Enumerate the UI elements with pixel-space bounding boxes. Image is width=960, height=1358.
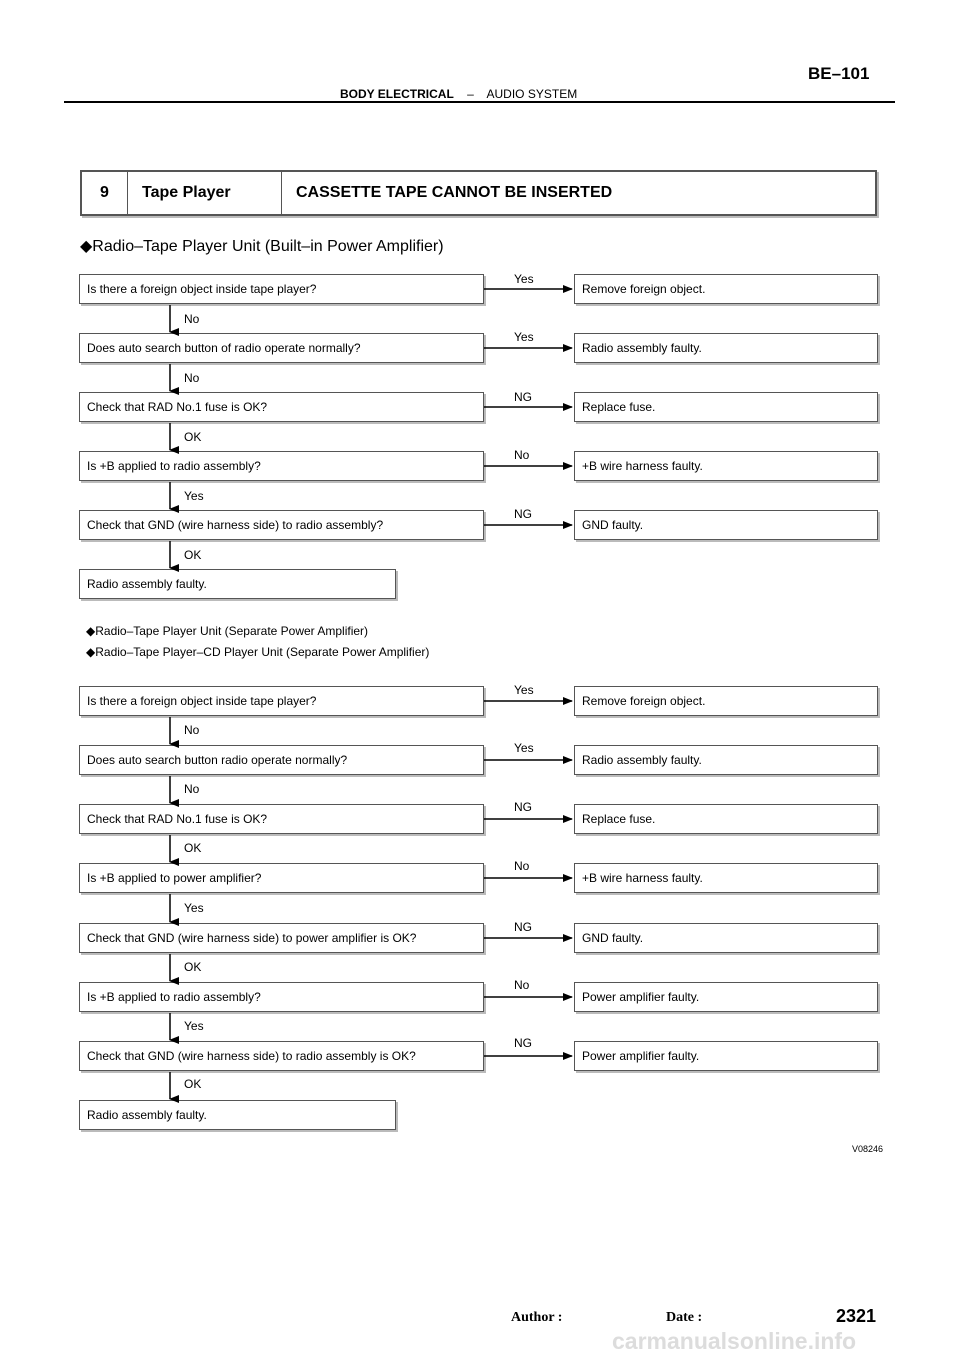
s1-b4: No: [514, 448, 530, 462]
s1-n1: No: [184, 312, 200, 326]
s2-b4: No: [514, 859, 530, 873]
s2-q7: Check that GND (wire harness side) to radio assembly is OK?: [79, 1041, 484, 1071]
s2-n1: No: [184, 723, 200, 737]
s1-final: Radio assembly faulty.: [79, 569, 396, 599]
s1-b5: NG: [514, 507, 532, 521]
s2-b3: NG: [514, 800, 532, 814]
s2-n4: Yes: [184, 901, 204, 915]
header-dash: –: [467, 87, 474, 101]
s2-r4: +B wire harness faulty.: [574, 863, 878, 893]
subsection-name: AUDIO SYSTEM: [486, 87, 578, 101]
s2-final: Radio assembly faulty.: [79, 1100, 396, 1130]
s2-q2: Does auto search button radio operate normally?: [79, 745, 484, 775]
title-symptom: CASSETTE TAPE CANNOT BE INSERTED: [296, 184, 613, 201]
s1-q5: Check that GND (wire harness side) to radio assembly?: [79, 510, 484, 540]
s1-r3: Replace fuse.: [574, 392, 878, 422]
s2-b5: NG: [514, 920, 532, 934]
s1-r5: GND faulty.: [574, 510, 878, 540]
s2-q1: Is there a foreign object inside tape player?: [79, 686, 484, 716]
s2-q3: Check that RAD No.1 fuse is OK?: [79, 804, 484, 834]
s2-n3: OK: [184, 841, 202, 855]
s2-n6: Yes: [184, 1019, 204, 1033]
s1-q4: Is +B applied to radio assembly?: [79, 451, 484, 481]
s1-n4: Yes: [184, 489, 204, 503]
s2-b2: Yes: [514, 741, 534, 755]
s2-r1: Remove foreign object.: [574, 686, 878, 716]
figure-id: V08246: [852, 1144, 884, 1154]
s2-b6: No: [514, 978, 530, 992]
section2-heading2: ◆Radio–Tape Player–CD Player Unit (Separate Power Amplifier): [86, 645, 430, 659]
s1-r2: Radio assembly faulty.: [574, 333, 878, 363]
s1-n2: No: [184, 371, 200, 385]
s1-n3: OK: [184, 430, 202, 444]
s2-r3: Replace fuse.: [574, 804, 878, 834]
s2-q6: Is +B applied to radio assembly?: [79, 982, 484, 1012]
watermark: carmanualsonline.info: [612, 1328, 857, 1354]
s1-b2: Yes: [514, 330, 534, 344]
footer-author-label: Author :: [511, 1310, 563, 1325]
s1-b1: Yes: [514, 272, 534, 286]
title-component: Tape Player: [128, 172, 282, 214]
s2-b7: NG: [514, 1036, 532, 1050]
page-id: BE–101: [808, 64, 870, 83]
s1-q2: Does auto search button of radio operate normally?: [79, 333, 484, 363]
s2-r2: Radio assembly faulty.: [574, 745, 878, 775]
s2-n5: OK: [184, 960, 202, 974]
section2-heading1: ◆Radio–Tape Player Unit (Separate Power Amplifier): [86, 624, 369, 638]
footer-date-label: Date :: [666, 1310, 703, 1325]
s2-r7: Power amplifier faulty.: [574, 1041, 878, 1071]
s1-r1: Remove foreign object.: [574, 274, 878, 304]
s2-n2: No: [184, 782, 200, 796]
s1-r4: +B wire harness faulty.: [574, 451, 878, 481]
s1-q3: Check that RAD No.1 fuse is OK?: [79, 392, 484, 422]
section1-heading: ◆Radio–Tape Player Unit (Built–in Power Amplifier): [80, 238, 444, 255]
s2-q5: Check that GND (wire harness side) to power amplifier is OK?: [79, 923, 484, 953]
s2-b1: Yes: [514, 683, 534, 697]
s1-q1: Is there a foreign object inside tape player?: [79, 274, 484, 304]
section-name: BODY ELECTRICAL: [340, 87, 454, 101]
title-number: 9: [82, 172, 128, 214]
s2-r6: Power amplifier faulty.: [574, 982, 878, 1012]
s2-r5: GND faulty.: [574, 923, 878, 953]
s1-b3: NG: [514, 390, 532, 404]
s1-n5: OK: [184, 548, 202, 562]
s2-q4: Is +B applied to power amplifier?: [79, 863, 484, 893]
footer-page-number: 2321: [836, 1306, 877, 1326]
s2-n7: OK: [184, 1077, 202, 1091]
